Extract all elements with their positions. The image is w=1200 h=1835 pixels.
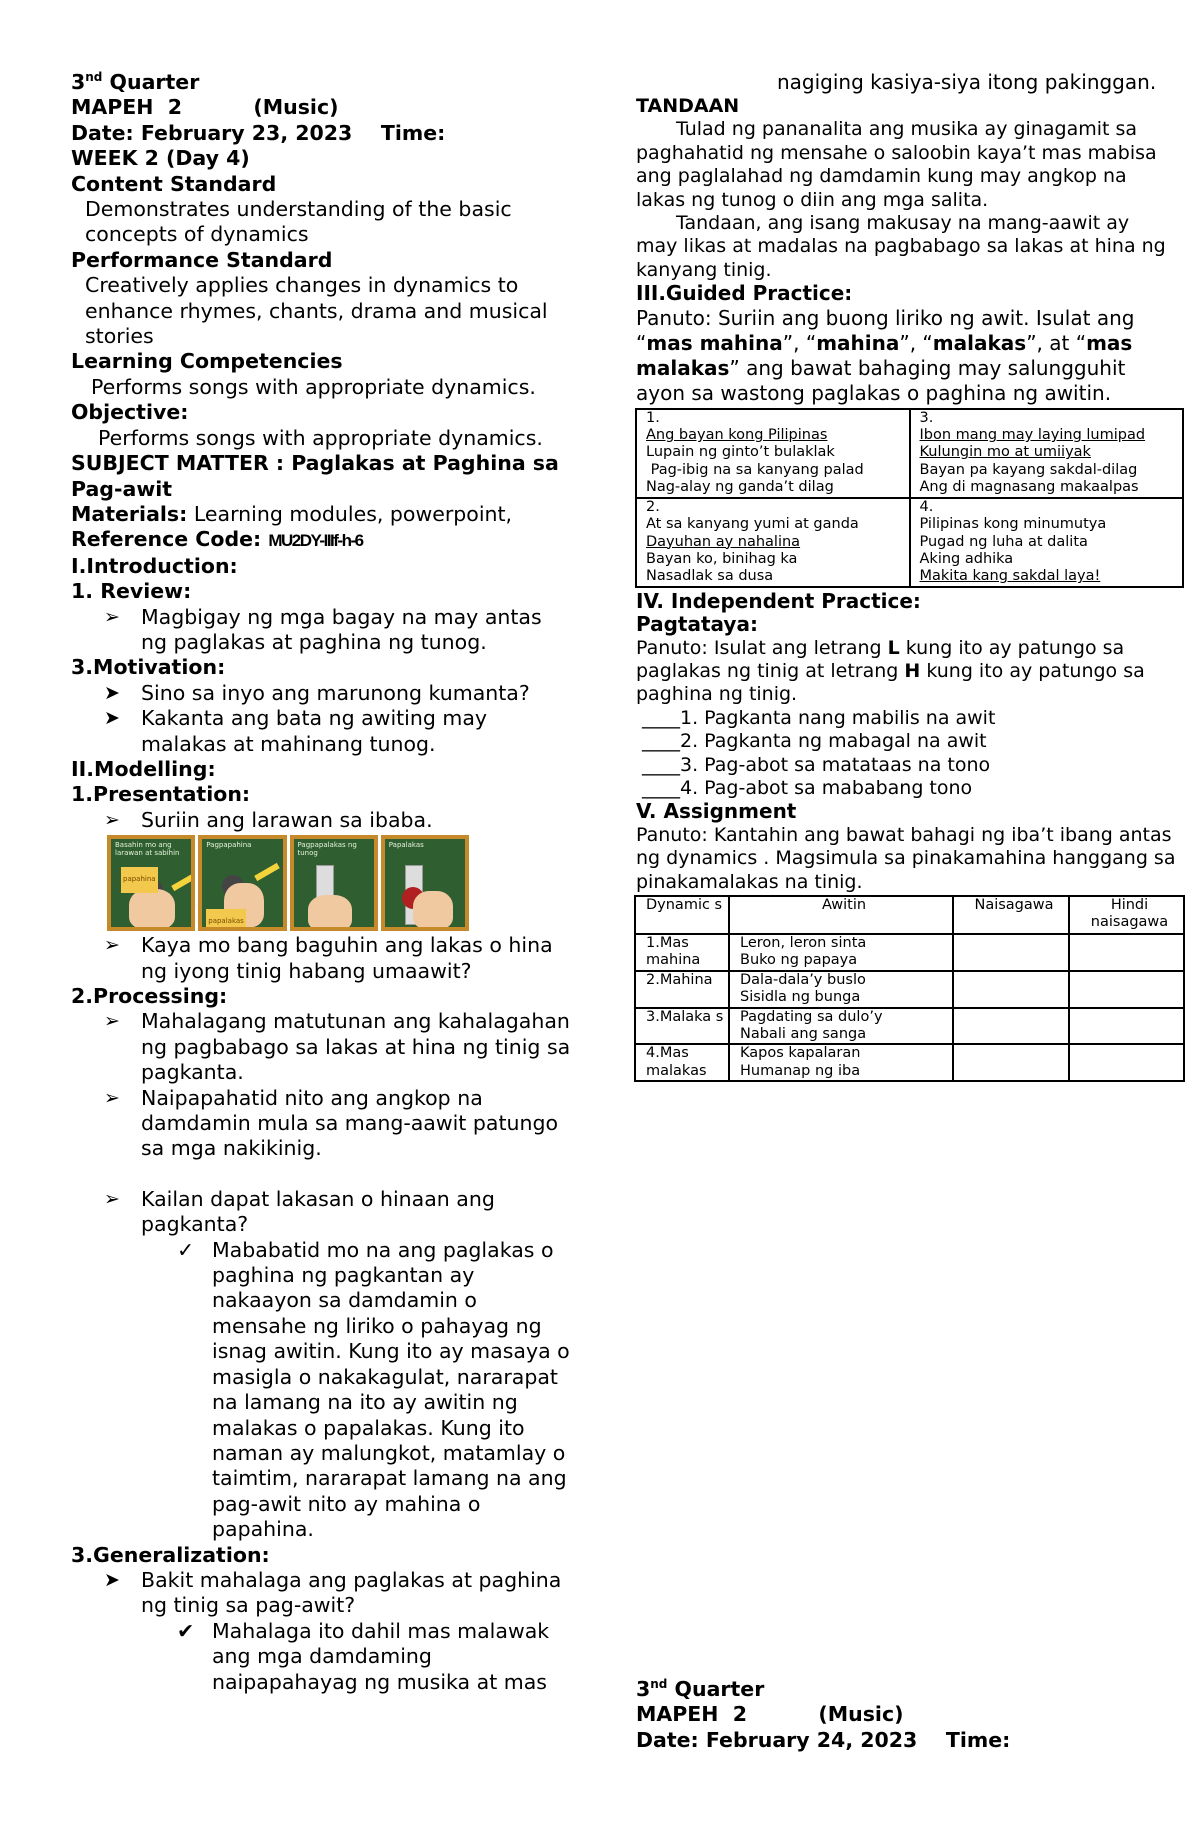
arrow-bullet-icon: ➢: [104, 1187, 120, 1210]
processing-item: ➢ Mahalagang matutunan ang kahalagahan ng pagbabago sa lakas at hina ng tinig sa pagkanta.: [104, 1009, 571, 1085]
next-lesson-header: [636, 1677, 1010, 1753]
chalkboard-volume-up: Pagpapahina papalakas: [198, 835, 286, 931]
assignment-instructions: Panuto: Kantahin ang bawat bahagi ng iba’t ibang antas ng dynamics . Magsimula sa pinakamahina hanggang sa pinakamalakas na tinig.: [636, 823, 1176, 893]
assignment-heading: V. Assignment: [636, 799, 797, 824]
processing-item: ➢ Naipapahatid nito ang angkop na damdamin mula sa mang-aawit patungo sa mga nakikinig.: [104, 1085, 559, 1161]
arrowhead-bullet-icon: ➤: [104, 1568, 120, 1591]
independent-item: ____3. Pag-abot sa matataas na tono: [642, 753, 991, 776]
assign-row: 1.Mas mahina Leron, leron sinta Buko ng papaya: [635, 934, 1184, 971]
learning-competencies-text: Performs songs with appropriate dynamics.: [91, 374, 536, 399]
generalization-heading: 3.Generalization:: [71, 1542, 270, 1567]
hand-icon: [413, 891, 453, 929]
reference-line: Reference Code: MU2DY-IIIf-h-6: [71, 527, 363, 552]
guided-instructions: Panuto: Suriin ang buong liriko ng awit. Isulat ang “mas mahina”, “mahina”, “malakas”, at “mas malakas” ang bawat bahaging may salungguhit ayon sa wastong paglakas o paghina ng awitin.: [636, 305, 1135, 405]
chalkboard-slider-up: Papalakas: [381, 835, 469, 931]
continuation-text: nagiging kasiya-siya itong pakinggan.: [777, 70, 1157, 94]
chalkboard-slider-down: Pagpapalakas ng tunog: [290, 835, 378, 931]
presentation-item: ➢ Suriin ang larawan sa ibaba.: [104, 807, 433, 832]
hindi-naisagawa-cell[interactable]: [1069, 971, 1184, 1008]
lyrics-cell: 2. At sa kanyang yumi at ganda Dayuhan ay nahalina Bayan ko, binihag ka Nasadlak sa dusa: [636, 498, 910, 587]
assign-row: 2.Mahina Dala-dala’y buslo Sisidla ng bunga: [635, 971, 1184, 1008]
objective-heading: Objective:: [71, 400, 189, 425]
objective-text: Performs songs with appropriate dynamics.: [98, 425, 543, 450]
checkmark-icon: ✓: [177, 1237, 195, 1262]
hindi-naisagawa-cell[interactable]: [1069, 1008, 1184, 1045]
processing-heading: 2.Processing:: [71, 984, 228, 1008]
modelling-heading: II.Modelling:: [71, 756, 216, 781]
chalkboard-volume-down: Basahin mo ang larawan at sabihin papahina: [107, 835, 195, 931]
pagtataya-heading: Pagtataya:: [636, 612, 758, 637]
independent-item: ____4. Pag-abot sa mababang tono: [642, 776, 973, 799]
date-line: Date: February 23, 2023 Time:: [71, 120, 446, 145]
assign-header-cell: Dynamic s: [635, 896, 729, 934]
content-standard-text: Demonstrates understanding of the basic concepts of dynamics: [85, 197, 512, 247]
arrow-bullet-icon: ➢: [104, 934, 120, 957]
independent-practice-heading: IV. Independent Practice:: [636, 588, 921, 613]
content-standard-heading: Content Standard: [71, 171, 277, 196]
quarter-heading: 3nd Quarter: [71, 70, 200, 94]
right-column: [636, 70, 1176, 1082]
naisagawa-cell[interactable]: [953, 971, 1069, 1008]
subject-line: MAPEH 2 (Music): [71, 95, 339, 120]
assign-row: 3.Malaka s Pagdating sa dulo’y Nabali ang sanga: [635, 1008, 1184, 1045]
naisagawa-cell[interactable]: [953, 934, 1069, 971]
naisagawa-cell[interactable]: [953, 1044, 1069, 1081]
generalization-answer: ✔ Mahalaga ito dahil mas malawak ang mga damdaming naipapahayag ng musika at mas: [177, 1618, 550, 1694]
arrow-icon: [254, 863, 280, 881]
hand-icon: [308, 895, 352, 931]
processing-answer: ✓ Mababatid mo na ang paglakas o paghina ng pagkantan ay nakaayon sa damdamin o mensahe ng liriko o pahayag ng isnag awitin. Kung ito ay masaya o masigla o nakakagulat, nararapat na lamang na ito ay awitin ng malakas o papalakas. Kung ito naman ay malungkot, matamlay o taimtim, nararapat lamang na ang pag-awit nito ay mahina o papahina.: [177, 1237, 570, 1542]
lyrics-cell: 3. Ibon mang may laying lumipad Kulungin mo at umiiyak Bayan pa kayang sakdal-dilag Ang di magnasang makaalpas: [910, 409, 1184, 498]
independent-instructions: Panuto: Isulat ang letrang L kung ito ay patungo sa paglakas ng tinig at letrang H kung ito ay patungo sa paghina ng tinig.: [636, 636, 1145, 706]
assign-header-cell: Naisagawa: [953, 896, 1069, 934]
assign-header-cell: Awitin: [729, 896, 953, 934]
motivation-heading: 3.Motivation:: [71, 655, 226, 680]
assignment-table: [634, 895, 1185, 1082]
left-column: [71, 70, 571, 1695]
processing-question: ➢ Kailan dapat lakasan o hinaan ang pagkanta?: [104, 1186, 495, 1237]
presentation-heading: 1.Presentation:: [71, 782, 251, 807]
generalization-question: ➤ Bakit mahalaga ang paglakas at paghina ng tinig sa pag-awit?: [104, 1567, 562, 1618]
review-heading: 1. Review:: [71, 579, 192, 604]
assign-row: 4.Mas malakas Kapos kapalaran Humanap ng iba: [635, 1044, 1184, 1081]
week-line: WEEK 2 (Day 4): [71, 146, 250, 171]
tandaan-heading: TANDAAN: [636, 95, 740, 117]
assign-header-cell: Hindi naisagawa: [1069, 896, 1184, 934]
subject-matter: SUBJECT MATTER : Paglakas at Paghina sa Pag-awit: [71, 451, 559, 501]
dynamics-illustration: [107, 835, 469, 931]
hindi-naisagawa-cell[interactable]: [1069, 934, 1184, 971]
motivation-item: ➤ Kakanta ang bata ng awiting may malakas at mahinang tunog.: [104, 706, 488, 756]
arrow-bullet-icon: ➢: [104, 808, 120, 831]
materials-line: Materials: Learning modules, powerpoint,: [71, 501, 513, 526]
tandaan-paragraph-1: Tulad ng pananalita ang musika ay ginagamit sa paghahatid ng mensahe o saloobin kaya’t mas mabisa ang paglalahad ng damdamin kung may angkop na lakas ng tunog o diin ang mga salita.: [636, 118, 1157, 211]
arrow-icon: [171, 873, 195, 891]
arrow-bullet-icon: ➢: [104, 1010, 120, 1033]
arrowhead-bullet-icon: ➤: [104, 707, 120, 730]
date-line: Date: February 24, 2023 Time:: [636, 1727, 1011, 1752]
quarter-heading: 3nd Quarter: [636, 1677, 765, 1701]
arrow-bullet-icon: ➢: [104, 605, 120, 628]
guided-practice-heading: III.Guided Practice:: [636, 281, 853, 306]
independent-item: ____2. Pagkanta ng mabagal na awit: [642, 730, 987, 753]
guided-lyrics-table: [635, 408, 1184, 588]
hand-icon: [129, 889, 175, 929]
introduction-heading: I.Introduction:: [71, 553, 238, 578]
lyrics-cell: 1. Ang bayan kong Pilipinas Lupain ng ginto’t bulaklak Pag-ibig na sa kanyang palad Nag-alay ng ganda’t dilag: [636, 409, 910, 498]
hindi-naisagawa-cell[interactable]: [1069, 1044, 1184, 1081]
naisagawa-cell[interactable]: [953, 1008, 1069, 1045]
motivation-item: ➤ Sino sa inyo ang marunong kumanta?: [104, 680, 530, 705]
performance-standard-text: Creatively applies changes in dynamics to enhance rhymes, chants, drama and musical stories: [85, 273, 548, 349]
tandaan-paragraph-2: Tandaan, ang isang makusay na mang-aawit ay may likas at madalas na pagbabago sa lakas at hina ng kanyang tinig.: [636, 212, 1166, 281]
subject-line: MAPEH 2 (Music): [636, 1702, 904, 1727]
arrow-bullet-icon: ➢: [104, 1086, 120, 1109]
learning-competencies-heading: Learning Competencies: [71, 349, 343, 374]
lyrics-cell: 4. Pilipinas kong minumutya Pugad ng luha at dalita Aking adhika Makita kang sakdal laya!: [910, 498, 1184, 587]
presentation-question: ➢ Kaya mo bang baguhin ang lakas o hina ng iyong tinig habang umaawit?: [104, 933, 553, 983]
arrowhead-bullet-icon: ➤: [104, 681, 120, 704]
review-item: ➢ Magbigay ng mga bagay na may antas ng paglakas at paghina ng tunog.: [104, 604, 542, 654]
performance-standard-heading: Performance Standard: [71, 247, 333, 272]
checkmark-icon: ✔: [177, 1618, 195, 1643]
independent-item: ____1. Pagkanta nang mabilis na awit: [642, 706, 996, 729]
